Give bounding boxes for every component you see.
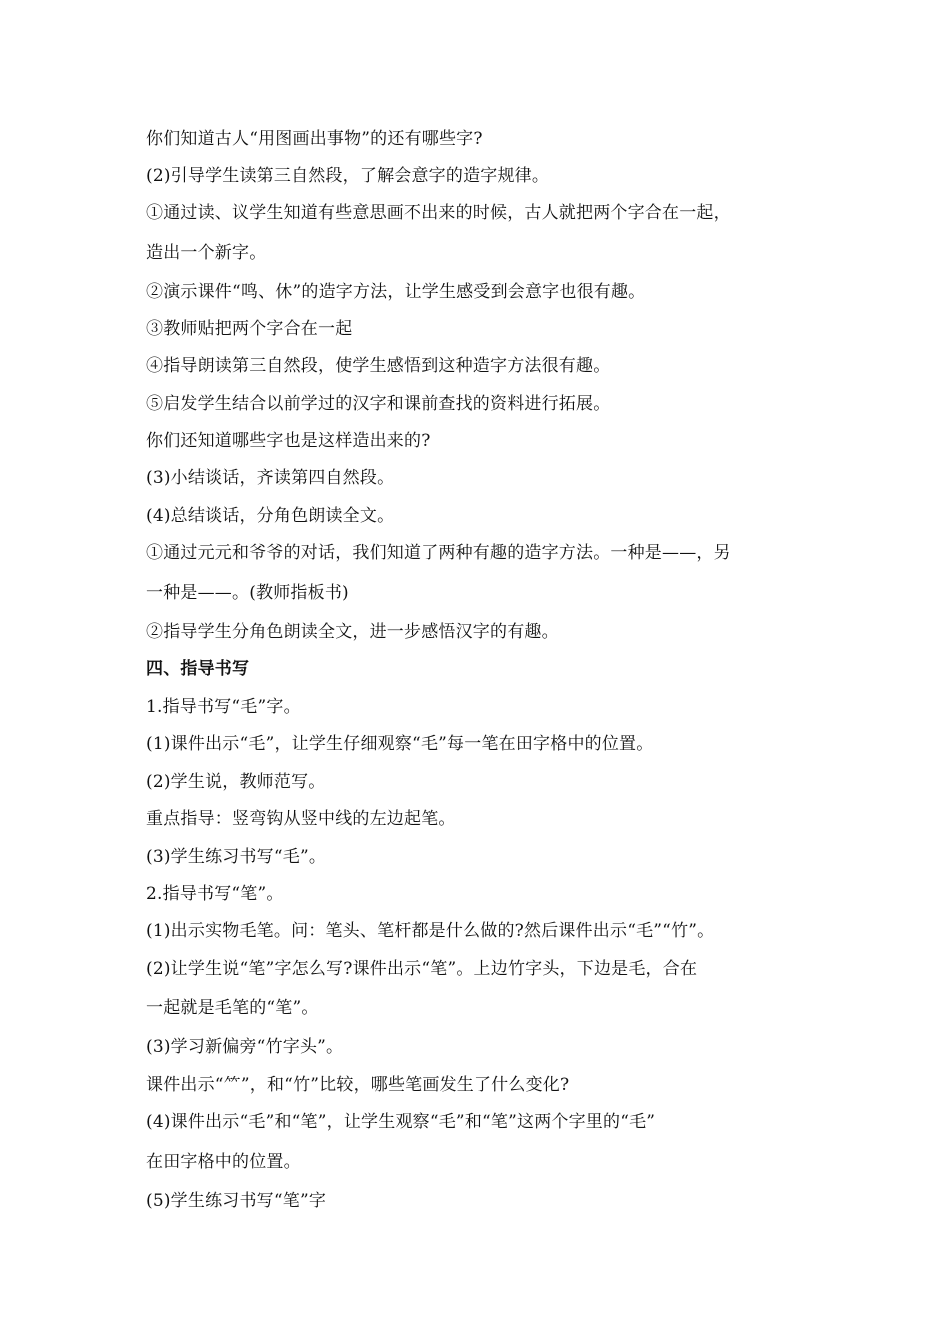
text-line: (3)学生练习书写“毛”。: [146, 847, 327, 867]
text-line: (3)小结谈话，齐读第四自然段。: [146, 468, 395, 488]
text-line: (2)学生说，教师范写。: [146, 772, 326, 792]
text-line: (5)学生练习书写“笔”字: [146, 1191, 327, 1211]
text-line: ④指导朗读第三自然段，使学生感悟到这种造字方法很有趣。: [146, 356, 611, 376]
text-line: (1)课件出示“毛”，让学生仔细观察“毛”每一笔在田字格中的位置。: [146, 734, 654, 754]
text-line: ②指导学生分角色朗读全文，进一步感悟汉字的有趣。: [146, 622, 559, 642]
text-line: ②演示课件“鸣、休”的造字方法，让学生感受到会意字也很有趣。: [146, 282, 646, 302]
text-line: (2)让学生说“笔”字怎么写?课件出示“笔”。上边竹字头，下边是毛，合在: [146, 959, 698, 979]
text-line: (3)学习新偏旁“竹字头”。: [146, 1037, 344, 1057]
text-line: (2)引导学生读第三自然段，了解会意字的造字规律。: [146, 166, 550, 186]
text-line: ①通过读、议学生知道有些意思画不出来的时候，古人就把两个字合在一起，: [146, 203, 731, 223]
text-line: 课件出示“⺮”，和“竹”比较，哪些笔画发生了什么变化?: [146, 1075, 570, 1095]
text-line: 在田字格中的位置。: [146, 1152, 301, 1172]
text-line: 1.指导书写“毛”字。: [146, 697, 301, 717]
text-line: ①通过元元和爷爷的对话，我们知道了两种有趣的造字方法。一种是——，另: [146, 543, 731, 563]
text-line: (4)总结谈话，分角色朗读全文。: [146, 506, 395, 526]
text-line: 重点指导：竖弯钩从竖中线的左边起笔。: [146, 809, 456, 829]
text-line: ⑤启发学生结合以前学过的汉字和课前查找的资料进行拓展。: [146, 394, 611, 414]
text-line: 一种是——。(教师指板书): [146, 583, 349, 603]
text-line: (4)课件出示“毛”和“笔”，让学生观察“毛”和“笔”这两个字里的“毛”: [146, 1112, 656, 1132]
text-line: 2.指导书写“笔”。: [146, 884, 284, 904]
text-line: 你们还知道哪些字也是这样造出来的?: [146, 431, 431, 451]
text-line: ③教师贴把两个字合在一起: [146, 319, 353, 339]
text-line: 一起就是毛笔的“笔”。: [146, 998, 319, 1018]
text-line: 你们知道古人“用图画出事物”的还有哪些字?: [146, 129, 483, 149]
text-line: 造出一个新字。: [146, 243, 267, 263]
text-line: (1)出示实物毛笔。问：笔头、笔杆都是什么做的?然后课件出示“毛”“竹”。: [146, 921, 715, 941]
section-heading: 四、指导书写: [146, 659, 250, 679]
